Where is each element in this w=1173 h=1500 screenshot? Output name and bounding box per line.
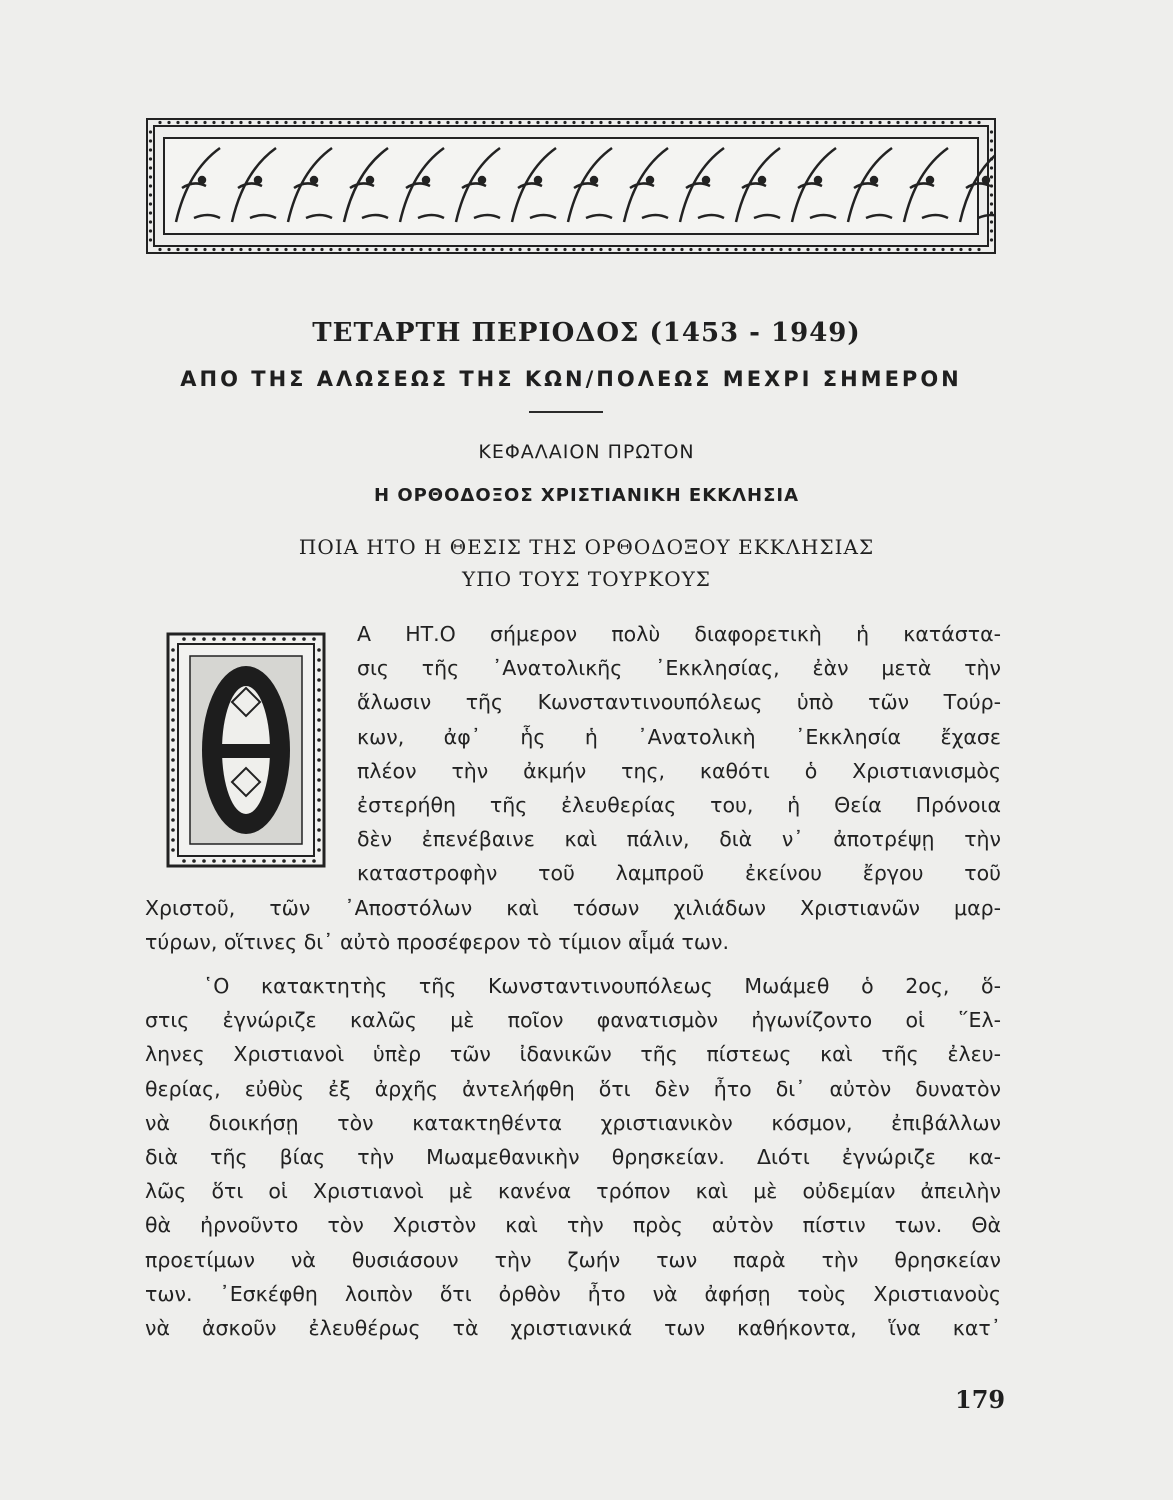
ornament-dot <box>266 248 269 251</box>
ornament-dot <box>563 248 566 251</box>
ornament-dot <box>455 121 458 124</box>
ornament-dot <box>759 177 765 183</box>
ornament-dot <box>401 121 404 124</box>
ornament-dot <box>545 121 548 124</box>
ornament-dot <box>878 248 881 251</box>
ornament-dot <box>347 121 350 124</box>
ornament-dot <box>896 121 899 124</box>
text-line: σις τῆς ᾿Ανατολικῆς ᾿Εκκλησίας, ἐὰν μετὰ τὴν <box>357 656 1001 681</box>
ornament-dot <box>194 248 197 251</box>
ornament-dot <box>509 121 512 124</box>
ornament-dot <box>698 121 701 124</box>
ornament-dot <box>419 248 422 251</box>
ornament-dot <box>509 248 512 251</box>
ornament-dot <box>239 248 242 251</box>
ornament-dot <box>950 121 953 124</box>
ornament-dot <box>419 121 422 124</box>
decorative-header-band <box>146 118 996 254</box>
ornament-dot <box>833 248 836 251</box>
ornament-dot <box>464 121 467 124</box>
ornament-dot <box>212 248 215 251</box>
ornament-dot <box>248 121 251 124</box>
ornament-dot <box>635 121 638 124</box>
ornament-dot <box>176 121 179 124</box>
section-title-line: ΥΠΟ ΤΟΥΣ ΤΟΥΡΚΟΥΣ <box>462 567 711 591</box>
ornament-dot <box>149 139 152 142</box>
ornament-dot <box>608 121 611 124</box>
ornament-dot <box>473 121 476 124</box>
text-line: διὰ τῆς βίας τὴν Μωαμεθανικὴν θρησκείαν. Διότι ἐγνώριζε κα- <box>145 1145 1001 1170</box>
ornament-dot <box>644 121 647 124</box>
ornament-dot <box>671 121 674 124</box>
ornament-dot <box>581 248 584 251</box>
ornament-dot <box>455 248 458 251</box>
ornament-dot <box>149 211 152 214</box>
ornament-dot <box>626 248 629 251</box>
ornament-dot <box>221 248 224 251</box>
ornament-dot <box>428 121 431 124</box>
ornament-dot <box>923 248 926 251</box>
ornament-dot <box>482 248 485 251</box>
ornament-dot <box>221 121 224 124</box>
ornament-dot <box>990 148 993 151</box>
ornament-dot <box>149 220 152 223</box>
ornament-dot <box>653 248 656 251</box>
ornament-dot <box>446 121 449 124</box>
ornament-dot <box>374 248 377 251</box>
ornament-dot <box>554 121 557 124</box>
paragraph-opening <box>145 617 1001 959</box>
ornament-dot <box>491 248 494 251</box>
ornament-dot <box>833 121 836 124</box>
ornament-dot <box>950 248 953 251</box>
ornament-dot <box>423 177 429 183</box>
ornament-dot <box>871 177 877 183</box>
ornament-dot <box>860 121 863 124</box>
ornament-dot <box>230 121 233 124</box>
ornament-dot <box>806 248 809 251</box>
ornament-dot <box>806 121 809 124</box>
ornament-dot <box>212 121 215 124</box>
ornament-dot <box>617 248 620 251</box>
ornament-dot <box>815 177 821 183</box>
ornament-dot <box>500 248 503 251</box>
ornament-dot <box>464 248 467 251</box>
ornament-dot <box>734 121 737 124</box>
ornament-dot <box>752 248 755 251</box>
text-line: δὲν ἐπενέβαινε καὶ πάλιν, διὰ ν᾿ ἀποτρέψῃ τὴν <box>357 827 1001 852</box>
ornament-dot <box>266 121 269 124</box>
text-line: καταστροφὴν τοῦ λαμπροῦ ἐκείνου ἔργου τοῦ <box>357 861 1001 886</box>
ornament-dot <box>941 248 944 251</box>
ornament-dot <box>356 121 359 124</box>
ornament-dot <box>581 121 584 124</box>
ornament-dot <box>185 121 188 124</box>
text-line: Χριστοῦ, τῶν ᾿Αποστόλων καὶ τόσων χιλιάδων Χριστιανῶν μαρ- <box>145 895 1001 920</box>
ornament-dot <box>977 248 980 251</box>
ornament-dot <box>590 121 593 124</box>
ornament-dot <box>932 248 935 251</box>
ornament-dot <box>329 121 332 124</box>
ornament-dot <box>563 121 566 124</box>
ornament-dot <box>990 175 993 178</box>
ornament-dot <box>932 121 935 124</box>
ornament-dot <box>869 121 872 124</box>
chapter-label: ΚΕΦΑΛΑΙΟΝ ΠΡΩΤΟΝ <box>478 441 695 463</box>
ornament-dot <box>149 130 152 133</box>
ornament-dot <box>990 130 993 133</box>
ornament-dot <box>437 248 440 251</box>
text-line: θερίας, εὐθὺς ἐξ ἀρχῆς ἀντελήφθη ὅτι δὲν ἦτο δι᾿ αὐτὸν δυνατὸν <box>145 1076 1001 1101</box>
ornament-dot <box>703 177 709 183</box>
ornament-dot <box>311 248 314 251</box>
ornament-dot <box>983 177 989 183</box>
ornament-dot <box>527 248 530 251</box>
ornament-dot <box>149 184 152 187</box>
ornament-dot <box>761 248 764 251</box>
paragraph-second <box>145 969 1001 1345</box>
ornament-dot <box>239 121 242 124</box>
ornament-dot <box>990 229 993 232</box>
ornament-dot <box>990 193 993 196</box>
ornament-dot <box>167 121 170 124</box>
ornament-dot <box>367 177 373 183</box>
ornament-dot <box>725 248 728 251</box>
ornament-dot <box>842 248 845 251</box>
ornament-dot <box>428 248 431 251</box>
ornament-dot <box>617 121 620 124</box>
ornament-dot <box>383 248 386 251</box>
ornament-dot <box>671 248 674 251</box>
ornament-dot <box>257 248 260 251</box>
ornament-dot <box>591 177 597 183</box>
ornament-dot <box>536 248 539 251</box>
ornament-dot <box>255 177 261 183</box>
ornament-dot <box>149 166 152 169</box>
ornament-dot <box>941 121 944 124</box>
ornament-dot <box>149 157 152 160</box>
ornament-border-icon <box>146 118 996 254</box>
ornament-dot <box>752 121 755 124</box>
ornament-dot <box>149 193 152 196</box>
ornament-dot <box>158 248 161 251</box>
text-line: κων, ἀφ᾿ ἧς ἡ ᾿Ανατολικὴ ᾿Εκκλησία ἔχασε <box>357 724 1001 749</box>
ornament-dot <box>698 248 701 251</box>
text-line: τύρων, οἵτινες δι᾿ αὐτὸ προσέφερον τὸ τίμιον αἷμά των. <box>145 929 729 954</box>
ornament-dot <box>824 248 827 251</box>
ornament-dot <box>887 248 890 251</box>
ornament-dot <box>437 121 440 124</box>
ornament-dot <box>365 248 368 251</box>
ornament-dot <box>365 121 368 124</box>
ornament-dot <box>770 121 773 124</box>
ornament-dot <box>572 121 575 124</box>
ornament-dot <box>158 121 161 124</box>
ornament-dot <box>887 121 890 124</box>
ornament-dot <box>293 248 296 251</box>
ornament-dot <box>311 177 317 183</box>
title-divider <box>529 411 603 413</box>
ornament-dot <box>230 248 233 251</box>
ornament-dot <box>990 202 993 205</box>
ornament-dot <box>500 121 503 124</box>
ornament-dot <box>554 248 557 251</box>
ornament-dot <box>491 121 494 124</box>
ornament-dot <box>815 248 818 251</box>
ornament-dot <box>536 121 539 124</box>
ornament-dot <box>482 121 485 124</box>
ornament-dot <box>167 248 170 251</box>
ornament-dot <box>176 248 179 251</box>
text-line: ῾Ο κατακτητὴς τῆς Κωνσταντινουπόλεως Μωάμεθ ὁ 2ος, ὅ- <box>203 974 1001 998</box>
ornament-dot <box>401 248 404 251</box>
ornament-dot <box>968 121 971 124</box>
ornament-dot <box>842 121 845 124</box>
ornament-dot <box>788 121 791 124</box>
ornament-dot <box>338 121 341 124</box>
ornament-dot <box>761 121 764 124</box>
ornament-dot <box>644 248 647 251</box>
ornament-dot <box>185 248 188 251</box>
ornament-dot <box>590 248 593 251</box>
ornament-dot <box>257 121 260 124</box>
chapter-title: Η ΟΡΘΟΔΟΞΟΣ ΧΡΙΣΤΙΑΝΙΚΗ ΕΚΚΛΗΣΙΑ <box>373 485 800 506</box>
ornament-dot <box>680 121 683 124</box>
text-line: των. ᾿Εσκέφθη λοιπὸν ὅτι ὀρθὸν ἦτο νὰ ἀφήσῃ τοὺς Χριστιανοὺς <box>145 1281 1001 1306</box>
ornament-dot <box>347 248 350 251</box>
ornament-dot <box>446 248 449 251</box>
ornament-dot <box>149 148 152 151</box>
ornament-dot <box>689 121 692 124</box>
text-line: προετίμων νὰ θυσιάσουν τὴν ζωήν των παρὰ τὴν θρησκείαν <box>145 1247 1001 1272</box>
ornament-dot <box>149 229 152 232</box>
ornament-dot <box>824 121 827 124</box>
text-line: πλέον τὴν ἀκμήν της, καθότι ὁ Χριστιανισμὸς <box>357 758 1001 783</box>
ornament-dot <box>284 121 287 124</box>
ornament-dot <box>572 248 575 251</box>
ornament-dot <box>635 248 638 251</box>
ornament-dot <box>851 248 854 251</box>
ornament-dot <box>869 248 872 251</box>
ornament-dot <box>149 238 152 241</box>
text-line: ληνες Χριστιανοὶ ὑπὲρ τῶν ἰδανικῶν τῆς πίστεως καὶ τῆς ἐλευ- <box>145 1042 1001 1067</box>
ornament-dot <box>518 121 521 124</box>
ornament-dot <box>797 248 800 251</box>
ornament-dot <box>338 248 341 251</box>
ornament-dot <box>545 248 548 251</box>
text-line: νὰ ἀσκοῦν ἐλευθέρως τὰ χριστιανικά των καθήκοντα, ἵνα κατ᾿ <box>145 1316 1001 1341</box>
ornament-dot <box>383 121 386 124</box>
ornament-dot <box>647 177 653 183</box>
ornament-dot <box>990 139 993 142</box>
ornament-dot <box>203 248 206 251</box>
period-title: ΤΕΤΑΡΤΗ ΠΕΡΙΟΔΟΣ (1453 - 1949) <box>312 318 861 348</box>
ornament-dot <box>716 248 719 251</box>
ornament-dot <box>716 121 719 124</box>
ornament-dot <box>788 248 791 251</box>
ornament-dot <box>311 121 314 124</box>
ornament-dot <box>653 121 656 124</box>
ornament-dot <box>608 248 611 251</box>
ornament-dot <box>680 248 683 251</box>
ornament-dot <box>599 248 602 251</box>
period-subtitle: ΑΠΟ ΤΗΣ ΑΛΩΣΕΩΣ ΤΗΣ ΚΩΝ/ΠΟΛΕΩΣ ΜΕΧΡΙ ΣΗΜΕΡΟΝ <box>180 367 962 391</box>
ornament-dot <box>914 248 917 251</box>
ornament-dot <box>535 177 541 183</box>
ornament-dot <box>923 121 926 124</box>
ornament-dot <box>374 121 377 124</box>
ornament-dot <box>968 248 971 251</box>
ornament-dot <box>275 248 278 251</box>
ornament-dot <box>977 121 980 124</box>
section-title <box>0 531 1173 595</box>
ornament-dot <box>927 177 933 183</box>
ornament-dot <box>707 248 710 251</box>
ornament-dot <box>302 121 305 124</box>
ornament-dot <box>518 248 521 251</box>
text-line: Α ΗΤ.Ο σήμερον πολὺ διαφορετικὴ ἡ κατάστα- <box>357 622 1001 646</box>
ornament-dot <box>293 121 296 124</box>
ornament-dot <box>905 121 908 124</box>
ornament-dot <box>194 121 197 124</box>
ornament-dot <box>914 121 917 124</box>
ornament-dot <box>662 121 665 124</box>
ornament-dot <box>959 121 962 124</box>
ornament-dot <box>275 121 278 124</box>
ornament-dot <box>410 121 413 124</box>
ornament-dot <box>990 220 993 223</box>
ornament-dot <box>797 121 800 124</box>
ornament-dot <box>320 248 323 251</box>
page-number: 179 <box>955 1385 1006 1414</box>
ornament-dot <box>599 121 602 124</box>
ornament-dot <box>248 248 251 251</box>
ornament-dot <box>689 248 692 251</box>
ornament-dot <box>302 248 305 251</box>
ornament-dot <box>896 248 899 251</box>
section-title-line: ΠΟΙΑ ΗΤΟ Η ΘΕΣΙΣ ΤΗΣ ΟΡΘΟΔΟΞΟΥ ΕΚΚΛΗΣΙΑΣ <box>298 535 875 559</box>
ornament-dot <box>990 238 993 241</box>
ornament-dot <box>743 121 746 124</box>
ornament-dot <box>959 248 962 251</box>
ornament-dot <box>725 121 728 124</box>
ornament-dot <box>878 121 881 124</box>
ornament-dot <box>356 248 359 251</box>
ornament-dot <box>734 248 737 251</box>
ornament-dot <box>149 175 152 178</box>
ornament-dot <box>779 248 782 251</box>
ornament-dot <box>392 121 395 124</box>
ornament-dot <box>320 121 323 124</box>
text-line: ἐστερήθη τῆς ἐλευθερίας του, ἡ Θεία Πρόνοια <box>357 793 1001 818</box>
ornament-dot <box>527 121 530 124</box>
ornament-dot <box>815 121 818 124</box>
ornament-dot <box>199 177 205 183</box>
ornament-dot <box>284 248 287 251</box>
text-line: ἅλωσιν τῆς Κωνσταντινουπόλεως ὑπὸ τῶν Τούρ- <box>357 690 1001 715</box>
ornament-dot <box>410 248 413 251</box>
ornament-dot <box>770 248 773 251</box>
ornament-dot <box>905 248 908 251</box>
text-line: στις ἐγνώριζε καλῶς μὲ ποῖον φανατισμὸν ἠγωνίζοντο οἱ ῞Ελ- <box>145 1008 1001 1033</box>
text-line: λῶς ὅτι οἱ Χριστιανοὶ μὲ κανένα τρόπον καὶ μὲ οὐδεμίαν ἀπειλὴν <box>145 1179 1001 1204</box>
text-line: θὰ ἠρνοῦντο τὸν Χριστὸν καὶ τὴν πρὸς αὐτὸν πίστιν των. Θὰ <box>145 1213 1001 1238</box>
ornament-dot <box>860 248 863 251</box>
ornament-dot <box>203 121 206 124</box>
ornament-dot <box>149 202 152 205</box>
ornament-dot <box>662 248 665 251</box>
ornament-dot <box>479 177 485 183</box>
ornament-dot <box>392 248 395 251</box>
ornament-dot <box>626 121 629 124</box>
ornament-dot <box>743 248 746 251</box>
ornament-dot <box>473 248 476 251</box>
text-line: νὰ διοικήσῃ τὸν κατακτηθέντα χριστιανικὸν κόσμον, ἐπιβάλλων <box>145 1110 1001 1135</box>
ornament-dot <box>851 121 854 124</box>
ornament-dot <box>990 166 993 169</box>
ornament-dot <box>329 248 332 251</box>
ornament-dot <box>779 121 782 124</box>
ornament-dot <box>707 121 710 124</box>
